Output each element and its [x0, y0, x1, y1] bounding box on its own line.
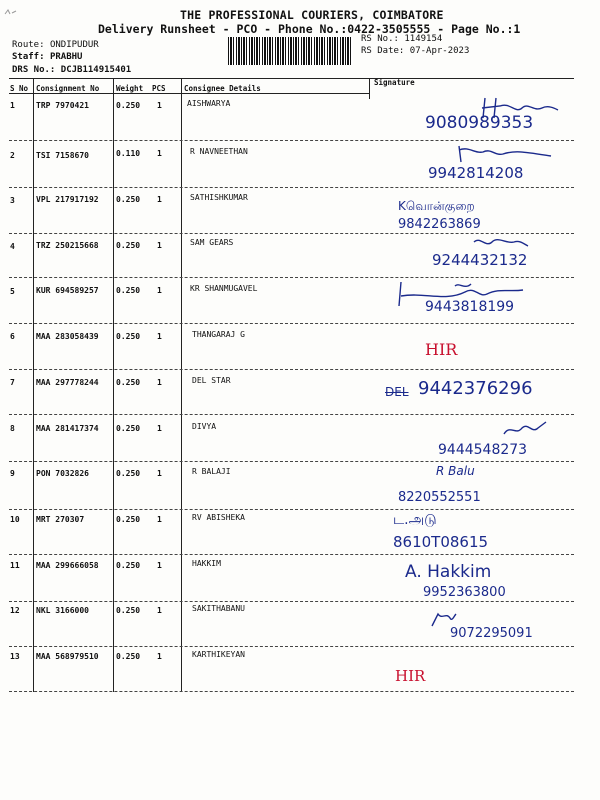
row-separator	[9, 461, 574, 462]
row-11-weight: 0.250	[116, 561, 141, 570]
col-header-signature: Signature	[374, 78, 415, 87]
row-2-pcs: 1	[157, 149, 162, 158]
row-9-consignee: R BALAJI	[192, 467, 231, 476]
row-separator	[9, 509, 574, 510]
company-title: THE PROFESSIONAL COURIERS, COIMBATORE	[180, 8, 444, 22]
row-10-signature-phone: 8610T08615	[393, 533, 489, 551]
row-10-sno: 10	[10, 515, 20, 524]
row-12-pcs: 1	[157, 606, 162, 615]
row-9-signature-name: R Balu	[436, 464, 475, 478]
table-header-rule	[9, 93, 369, 94]
row-1-pcs: 1	[157, 101, 162, 110]
runsheet-barcode	[228, 37, 353, 65]
row-7-sno: 7	[10, 378, 15, 387]
col-header-consignment: Consignment No	[36, 84, 100, 93]
row-3-sno: 3	[10, 196, 15, 205]
row-6-pcs: 1	[157, 332, 162, 341]
row-6-weight: 0.250	[116, 332, 141, 341]
row-7-consignee: DEL STAR	[192, 376, 231, 385]
row-4-consignment: TRZ 250215668	[36, 241, 99, 250]
row-5-consignee: KR SHANMUGAVEL	[190, 284, 258, 293]
row-12-weight: 0.250	[116, 606, 141, 615]
row-7-signature-phone: 9442376296	[418, 378, 533, 399]
row-7-consignment: MAA 297778244	[36, 378, 99, 387]
route-line	[12, 40, 99, 50]
drs-label: DRS No.:	[12, 65, 56, 75]
row-9-weight: 0.250	[116, 469, 141, 478]
row-3-consignee: SATHISHKUMAR	[190, 193, 248, 202]
row-2-weight: 0.110	[116, 149, 141, 158]
row-4-signature-phone: 9244432132	[432, 251, 528, 269]
staff-line	[12, 52, 82, 62]
row-5-signature-phone: 9443818199	[425, 299, 515, 315]
row-separator	[9, 414, 574, 415]
row-1-weight: 0.250	[116, 101, 141, 110]
col-header-consignee: Consignee Details	[184, 84, 261, 93]
row-11-signature-phone: 9952363800	[423, 585, 506, 600]
row-1-signature-phone: 9080989353	[425, 113, 534, 133]
row-4-weight: 0.250	[116, 241, 141, 250]
row-12-sno: 12	[10, 606, 20, 615]
row-1-sno: 1	[10, 101, 15, 110]
row-12-consignee: SAKITHABANU	[192, 604, 245, 613]
col-divider	[369, 79, 370, 99]
drs-value: DCJB114915401	[60, 65, 132, 75]
row-8-pcs: 1	[157, 424, 162, 433]
row-9-pcs: 1	[157, 469, 162, 478]
row-10-consignment: MRT 270307	[36, 515, 85, 524]
row-2-sno: 2	[10, 151, 15, 160]
row-10-signature-name: ட.அடு	[393, 512, 437, 528]
row-11-signature-name: A. Hakkim	[405, 562, 492, 582]
table-top-rule	[9, 78, 574, 79]
row-2-signature-scribble	[455, 142, 555, 164]
row-13-sno: 13	[10, 652, 20, 661]
row-7-signature-initials: DEL	[385, 385, 409, 399]
row-2-signature-phone: 9942814208	[428, 164, 524, 182]
row-5-consignment: KUR 694589257	[36, 286, 99, 295]
row-8-consignee: DIVYA	[192, 422, 217, 431]
row-3-consignment: VPL 217917192	[36, 195, 99, 204]
row-separator	[9, 601, 574, 602]
row-1-consignee: AISHWARYA	[187, 99, 231, 108]
row-10-pcs: 1	[157, 515, 162, 524]
row-13-pcs: 1	[157, 652, 162, 661]
rs-date-line	[361, 46, 469, 56]
col-header-weight: Weight	[116, 84, 144, 93]
row-9-sno: 9	[10, 469, 15, 478]
row-13-consignment: MAA 568979510	[36, 652, 99, 661]
col-header-sno: S No	[10, 84, 29, 93]
row-8-weight: 0.250	[116, 424, 141, 433]
route-value: ONDIPUDUR	[49, 40, 99, 50]
drs-line	[12, 65, 131, 75]
row-11-sno: 11	[10, 561, 20, 570]
staff-label: Staff:	[12, 52, 45, 62]
row-6-signature-remark: HIR	[425, 340, 458, 359]
row-8-signature-phone: 9444548273	[438, 442, 528, 458]
row-5-sno: 5	[10, 287, 15, 296]
row-8-signature-scribble	[500, 420, 550, 442]
row-separator	[9, 140, 574, 141]
row-13-signature-remark: HIR	[395, 667, 426, 685]
rs-no-line	[361, 34, 442, 44]
row-separator	[9, 323, 574, 324]
row-11-consignment: MAA 299666058	[36, 561, 99, 570]
staff-value: PRABHU	[49, 52, 83, 62]
row-9-consignment: PON 7032826	[36, 469, 89, 478]
row-separator	[9, 187, 574, 188]
row-4-pcs: 1	[157, 241, 162, 250]
row-separator	[9, 369, 574, 370]
row-11-consignee: HAKKIM	[192, 559, 221, 568]
row-7-weight: 0.250	[116, 378, 141, 387]
row-separator	[9, 554, 574, 555]
row-6-consignee: THANGARAJ G	[192, 330, 245, 339]
row-4-sno: 4	[10, 242, 15, 251]
route-label: Route:	[12, 40, 45, 50]
row-5-weight: 0.250	[116, 286, 141, 295]
row-13-weight: 0.250	[116, 652, 141, 661]
rs-date-label: RS Date:	[361, 46, 405, 56]
runsheet-subtitle: Delivery Runsheet - PCO - Phone No.:0422-3505555 - Page No.:1	[98, 22, 521, 36]
row-8-sno: 8	[10, 424, 15, 433]
row-7-pcs: 1	[157, 378, 162, 387]
rs-no-label: RS No.:	[361, 34, 399, 44]
row-5-pcs: 1	[157, 286, 162, 295]
row-11-pcs: 1	[157, 561, 162, 570]
row-3-pcs: 1	[157, 195, 162, 204]
row-12-consignment: NKL 3166000	[36, 606, 89, 615]
row-10-weight: 0.250	[116, 515, 141, 524]
row-2-consignee: R NAVNEETHAN	[190, 147, 248, 156]
row-3-weight: 0.250	[116, 195, 141, 204]
col-header-pcs: PCS	[152, 84, 166, 93]
row-8-consignment: MAA 281417374	[36, 424, 99, 433]
row-9-signature-phone: 8220552551	[398, 490, 481, 505]
scan-mark	[4, 8, 18, 19]
row-separator	[9, 691, 574, 692]
row-separator	[9, 646, 574, 647]
row-12-signature-phone: 9072295091	[450, 626, 533, 641]
rs-date-value: 07-Apr-2023	[409, 46, 470, 56]
row-6-sno: 6	[10, 332, 15, 341]
row-4-consignee: SAM GEARS	[190, 238, 234, 247]
row-10-consignee: RV ABISHEKA	[192, 513, 245, 522]
row-6-consignment: MAA 283058439	[36, 332, 99, 341]
row-3-signature-phone: 9842263869	[398, 217, 481, 232]
row-3-signature-name: Kவொன்குறை	[398, 199, 475, 213]
rs-no-value: 1149154	[404, 34, 443, 44]
row-1-consignment: TRP 7970421	[36, 101, 89, 110]
row-2-consignment: TSI 7158670	[36, 151, 89, 160]
row-13-consignee: KARTHIKEYAN	[192, 650, 245, 659]
